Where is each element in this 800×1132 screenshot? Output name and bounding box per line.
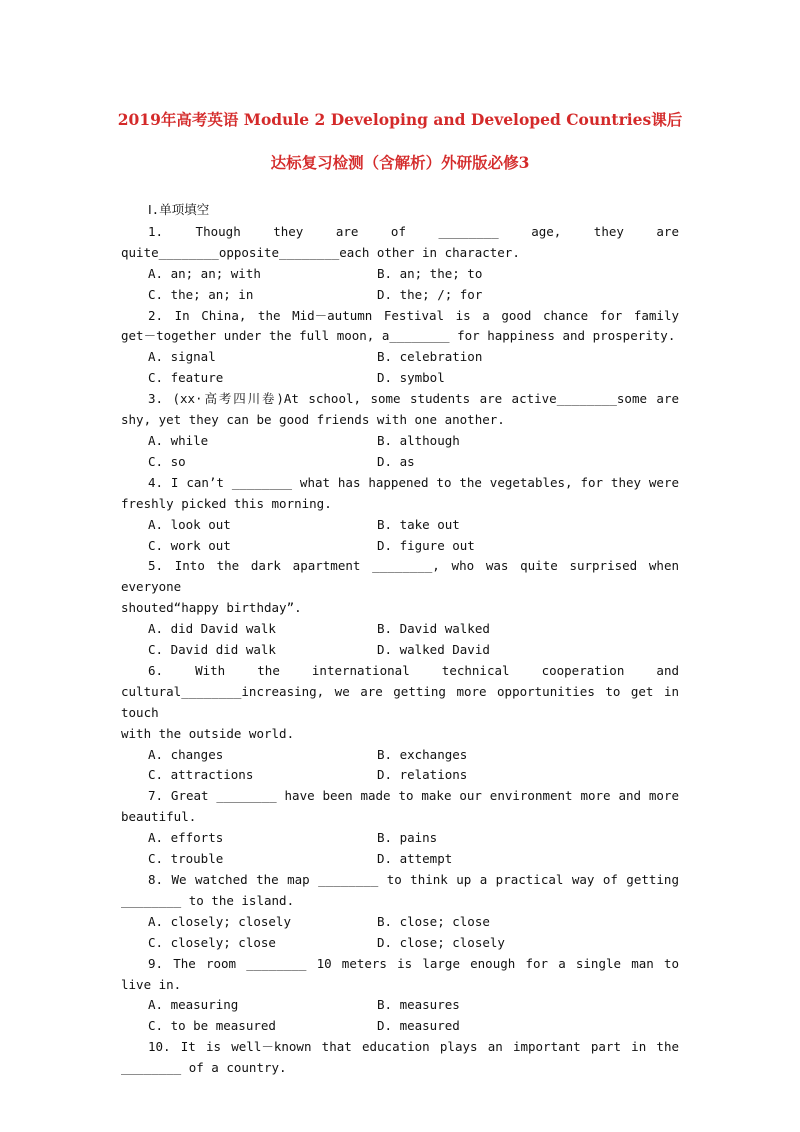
answer-option: C. to be measured bbox=[148, 1018, 276, 1034]
option-row bbox=[121, 264, 679, 285]
question-stem: 7. Great ________ have been made to make our environment more and more bbox=[148, 788, 679, 804]
question-stem: 2. In China, the Mid－autumn Festival is a good chance for family bbox=[148, 307, 679, 323]
answer-option: B. David walked bbox=[377, 621, 490, 637]
answer-option: A. signal bbox=[148, 349, 216, 365]
option-row bbox=[121, 619, 679, 640]
answer-option: D. attempt bbox=[377, 851, 453, 867]
document-title-line-1: 2019年高考英语 Module 2 Developing and Developed Countries课后 bbox=[117, 110, 683, 129]
answer-option: C. David did walk bbox=[148, 642, 276, 658]
answer-option: B. close; close bbox=[377, 913, 490, 929]
question-stem: 6. With the international technical cooperation and bbox=[148, 662, 679, 678]
answer-option: B. celebration bbox=[377, 349, 483, 365]
question-item bbox=[121, 556, 679, 661]
answer-option: A. measuring bbox=[148, 997, 239, 1013]
answer-option: B. exchanges bbox=[377, 746, 468, 762]
answer-option: D. the; /; for bbox=[377, 286, 483, 302]
option-row bbox=[121, 995, 679, 1016]
document-title-line-2: 达标复习检测（含解析）外研版必修3 bbox=[270, 153, 530, 172]
answer-option: A. changes bbox=[148, 746, 224, 762]
answer-option: D. as bbox=[377, 453, 415, 469]
question-stem-continued: cultural________increasing, we are getting more opportunities to get in touch bbox=[121, 683, 679, 720]
answer-option: A. closely; closely bbox=[148, 913, 291, 929]
question-stem-continued: beautiful. bbox=[121, 809, 197, 825]
answer-option: C. feature bbox=[148, 370, 224, 386]
answer-option: D. symbol bbox=[377, 370, 445, 386]
question-item bbox=[121, 306, 679, 390]
question-list bbox=[121, 222, 679, 1079]
question-item bbox=[121, 661, 679, 786]
question-item bbox=[121, 389, 679, 473]
option-row bbox=[121, 640, 679, 661]
option-row bbox=[121, 765, 679, 786]
option-row bbox=[121, 368, 679, 389]
question-item bbox=[121, 786, 679, 870]
answer-option: D. measured bbox=[377, 1018, 460, 1034]
question-stem: 8. We watched the map ________ to think up a practical way of getting bbox=[148, 872, 679, 887]
option-row bbox=[121, 431, 679, 452]
answer-option: D. close; closely bbox=[377, 934, 505, 950]
answer-option: C. trouble bbox=[148, 851, 224, 867]
option-row bbox=[121, 933, 679, 954]
question-item bbox=[121, 954, 679, 1038]
question-stem: 3. (xx·高考四川卷)At school, some students are active________some are bbox=[148, 391, 679, 407]
answer-option: C. attractions bbox=[148, 767, 254, 783]
answer-option: C. the; an; in bbox=[148, 286, 254, 302]
option-row bbox=[121, 536, 679, 557]
question-item bbox=[121, 870, 679, 954]
option-row bbox=[121, 1016, 679, 1037]
answer-option: B. measures bbox=[377, 997, 460, 1013]
answer-option: A. did David walk bbox=[148, 621, 276, 637]
question-stem-continued: shy, yet they can be good friends with one another. bbox=[121, 412, 505, 428]
option-row bbox=[121, 745, 679, 766]
option-row bbox=[121, 849, 679, 870]
question-stem-continued: ________ of a country. bbox=[121, 1060, 287, 1076]
question-item bbox=[121, 222, 679, 306]
answer-option: B. pains bbox=[377, 830, 438, 846]
option-row bbox=[121, 285, 679, 306]
question-item bbox=[121, 473, 679, 557]
answer-option: A. efforts bbox=[148, 830, 224, 846]
question-item bbox=[121, 1037, 679, 1079]
question-stem-continued: quite________opposite________each other in character. bbox=[121, 244, 520, 260]
answer-option: A. an; an; with bbox=[148, 265, 261, 281]
answer-option: C. closely; close bbox=[148, 934, 276, 950]
answer-option: A. while bbox=[148, 432, 209, 448]
question-stem-continued: ________ to the island. bbox=[121, 892, 295, 908]
answer-option: D. relations bbox=[377, 767, 468, 783]
option-row bbox=[121, 828, 679, 849]
option-row bbox=[121, 912, 679, 933]
option-row bbox=[121, 515, 679, 536]
answer-option: D. walked David bbox=[377, 642, 490, 658]
exercise-content bbox=[121, 200, 679, 1079]
answer-option: B. an; the; to bbox=[377, 265, 483, 281]
question-stem: 9. The room ________ 10 meters is large enough for a single man to live in. bbox=[121, 955, 679, 992]
option-row bbox=[121, 347, 679, 368]
answer-option: A. look out bbox=[148, 516, 231, 532]
question-stem-continued: shouted“happy birthday”. bbox=[121, 600, 302, 616]
question-stem: 5. Into the dark apartment ________, who was quite surprised when everyone bbox=[121, 558, 679, 595]
answer-option: C. so bbox=[148, 453, 186, 469]
question-stem-continued: freshly picked this morning. bbox=[121, 495, 332, 511]
answer-option: B. take out bbox=[377, 516, 460, 532]
question-stem: 10. It is well－known that education plays an important part in the bbox=[148, 1039, 679, 1055]
answer-option: C. work out bbox=[148, 537, 231, 553]
question-stem: 1. Though they are of ________ age, they are bbox=[148, 223, 679, 239]
question-stem: 4. I can’t ________ what has happened to the vegetables, for they were bbox=[148, 474, 679, 490]
question-stem-continued: with the outside world. bbox=[121, 725, 295, 741]
section-heading: Ⅰ.单项填空 bbox=[148, 202, 210, 217]
option-row bbox=[121, 452, 679, 473]
question-stem-continued: get－together under the full moon, a________ for happiness and prosperity. bbox=[121, 328, 676, 344]
answer-option: D. figure out bbox=[377, 537, 475, 553]
answer-option: B. although bbox=[377, 432, 460, 448]
